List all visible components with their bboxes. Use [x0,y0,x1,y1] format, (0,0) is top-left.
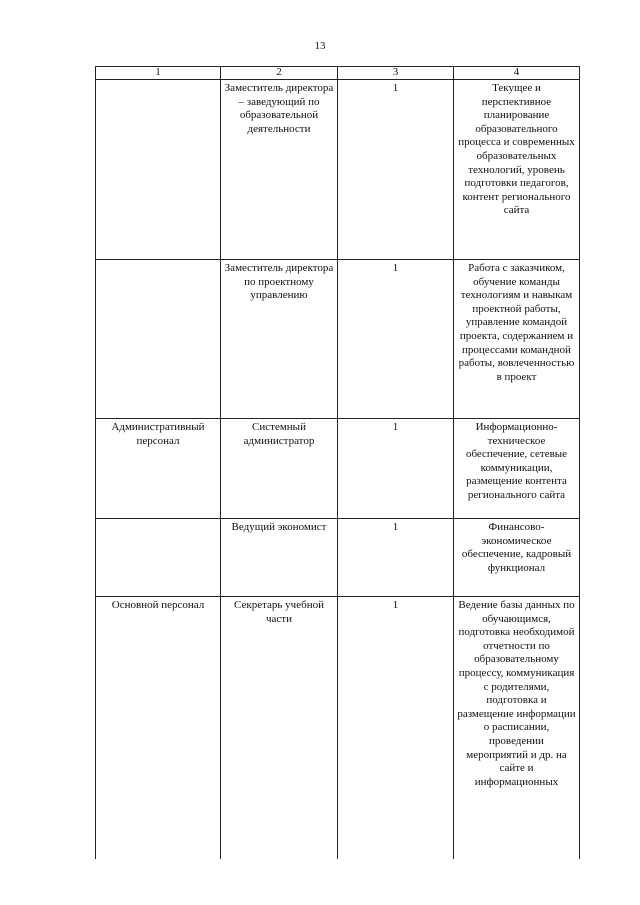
position-cell: Заместитель директора по проектному управлению [221,260,338,419]
table-row [96,260,580,419]
category-cell [96,260,221,419]
count-cell: 1 [338,597,454,860]
column-header: 3 [338,67,454,80]
functions-cell: Информационно-техническое обеспечение, сетевые коммуникации, размещение контента регионального сайта [454,419,580,519]
position-cell: Секретарь учебной части [221,597,338,860]
position-cell: Заместитель директора – заведующий по образовательной деятельности [221,80,338,260]
count-cell: 1 [338,519,454,597]
count-cell: 1 [338,260,454,419]
category-cell: Административный персонал [96,419,221,519]
table-row [96,80,580,260]
category-cell [96,80,221,260]
staff-table [95,66,580,859]
table-header-row [96,67,580,80]
category-cell: Основной персонал [96,597,221,860]
functions-cell: Текущее и перспективное планирование образовательного процесса и современных образовательных технологий, уровень подготовки педагогов, контент регионального сайта [454,80,580,260]
position-cell: Системный администратор [221,419,338,519]
count-cell: 1 [338,419,454,519]
page-number: 13 [314,40,326,52]
column-header: 2 [221,67,338,80]
column-header: 4 [454,67,580,80]
functions-cell: Финансово-экономическое обеспечение, кадровый функционал [454,519,580,597]
count-cell: 1 [338,80,454,260]
position-cell: Ведущий экономист [221,519,338,597]
functions-cell: Ведение базы данных по обучающимся, подготовка необходимой отчетности по образовательному процессу, коммуникация с родителями, подготовка и размещение информации о расписании, проведении мероприятий и др. на сайте и информационных [454,597,580,860]
table-row [96,519,580,597]
column-header: 1 [96,67,221,80]
functions-cell: Работа с заказчиком, обучение команды технологиям и навыкам проектной работы, управление командой проекта, содержанием и процессами командной работы, вовлеченностью в проект [454,260,580,419]
table-row [96,419,580,519]
table-row [96,597,580,860]
category-cell [96,519,221,597]
